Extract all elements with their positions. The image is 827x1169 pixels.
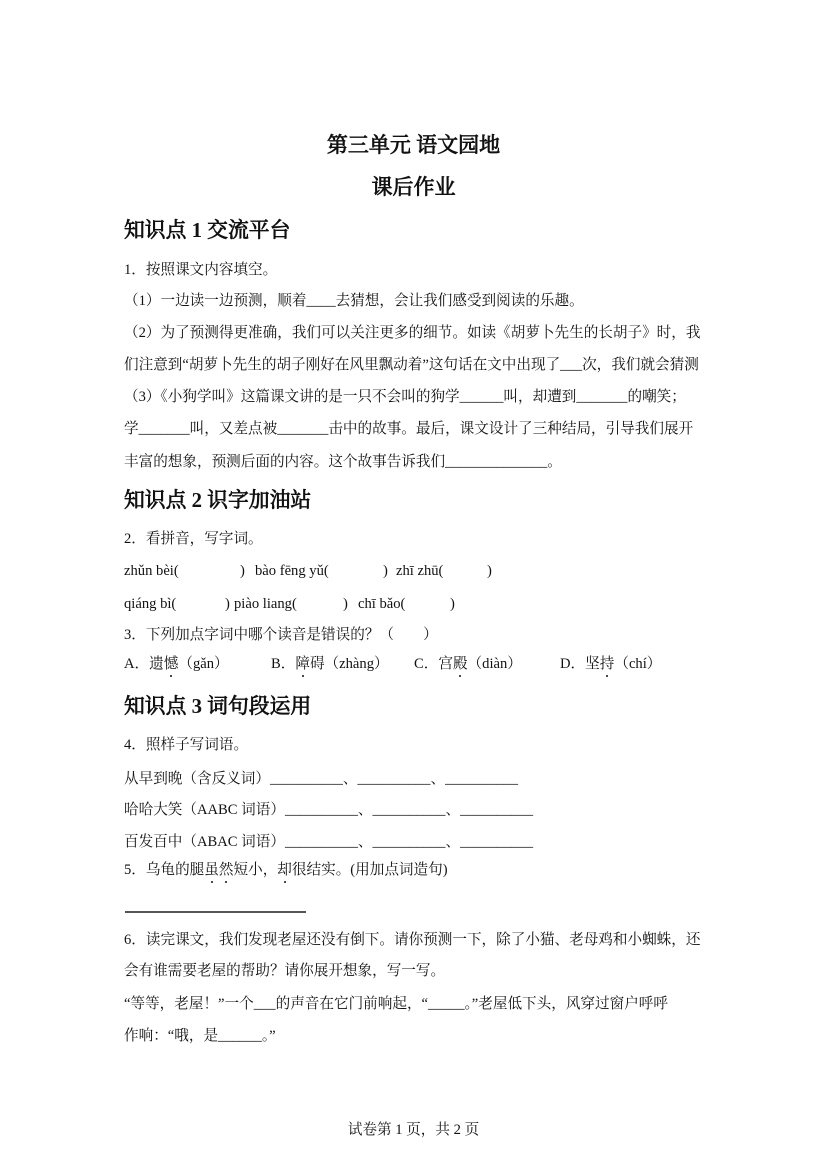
question-1-line: （1）一边读一边预测，顺着____去猜想，会让我们感受到阅读的乐趣。 <box>124 293 584 309</box>
pinyin-item: bào fēng yǔ( <box>255 563 329 579</box>
pinyin-close-paren: ) <box>450 596 455 612</box>
question-1-stem: 1．按照课文内容填空。 <box>124 262 278 278</box>
question-2-stem: 2．看拼音，写字词。 <box>124 531 263 547</box>
question-4-stem: 4．照样子写词语。 <box>124 737 249 753</box>
pinyin-item: zhī zhū( <box>396 563 444 579</box>
pinyin-close-paren: ) <box>343 596 348 612</box>
option-text: 坚 <box>585 656 600 672</box>
option-label: B． <box>271 656 296 672</box>
option-pinyin: （zhàng） <box>324 656 389 672</box>
question-4-row: 从早到晚（含反义词）__________、__________、__________ <box>124 771 519 787</box>
question-6-line: 会有谁需要老屋的帮助？请你展开想象，写一写。 <box>124 963 446 979</box>
section-heading-2: 知识点 2 识字加油站 <box>124 489 312 512</box>
option-d[interactable] <box>560 654 661 674</box>
pinyin-item: piào liang( <box>234 596 297 612</box>
page-title: 第三单元 语文园地 <box>326 133 501 157</box>
question-5-stem <box>124 860 448 880</box>
page-footer: 试卷第 1 页，共 2 页 <box>347 1122 480 1138</box>
answer-line[interactable] <box>125 911 306 913</box>
dotted-character: 虽 <box>204 862 219 878</box>
section-heading-1: 知识点 1 交流平台 <box>124 219 291 242</box>
pinyin-close-paren: ) <box>240 563 245 579</box>
question-4-row: 哈哈大笑（AABC 词语）__________、__________、__________ <box>124 802 534 818</box>
option-text: 遗 <box>149 656 164 672</box>
option-a[interactable] <box>124 654 229 674</box>
option-text: 碍 <box>309 656 325 672</box>
pinyin-item: zhǔn bèi( <box>124 563 179 579</box>
option-label: C． <box>414 656 439 672</box>
question-3-stem: 3．下列加点字词中哪个读音是错误的？（ ） <box>124 627 438 643</box>
question-1-line: （2）为了预测得更准确，我们可以关注更多的细节。如读《胡萝卜先生的长胡子》时，我 <box>124 325 701 341</box>
option-pinyin: （gǎn） <box>178 656 229 672</box>
pinyin-close-paren: ) <box>383 563 388 579</box>
question-6-line: 作响：“哦，是______。” <box>124 1028 276 1044</box>
dotted-character: 持 <box>599 656 615 672</box>
dotted-character: 憾 <box>163 656 179 672</box>
q5-text: 5．乌龟的腿 <box>124 862 205 878</box>
pinyin-item: qiáng bì( <box>124 596 177 612</box>
question-1-line: 丰富的想象，预测后面的内容。这个故事告诉我们______________。 <box>124 454 562 470</box>
dotted-character: 然 <box>218 862 234 878</box>
question-6-line: “等等，老屋！”一个___的声音在它门前响起，“_____。”老屋低下头，风穿过窗户呼呼 <box>124 996 668 1012</box>
option-c[interactable] <box>414 654 522 674</box>
q5-text: 短小， <box>233 862 278 878</box>
dotted-character: 殿 <box>452 656 468 672</box>
question-1-line: 们注意到“胡萝卜先生的胡子刚好在风里飘动着”这句话在文中出现了___次，我们就会猜测 <box>124 357 699 373</box>
section-heading-3: 知识点 3 词句段运用 <box>124 695 312 718</box>
option-text: 宫 <box>438 656 453 672</box>
pinyin-item: chī bǎo( <box>358 596 406 612</box>
question-6-line: 6．读完课文，我们发现老屋还没有倒下。请你预测一下，除了小猫、老母鸡和小蜘蛛，还 <box>124 932 701 948</box>
q5-text: 很结实。(用加点词造句) <box>291 862 448 878</box>
pinyin-close-paren: ) <box>487 563 492 579</box>
question-1-line: （3）《小狗学叫》这篇课文讲的是一只不会叫的狗学______叫，却遭到_______的嘲笑； <box>124 389 686 405</box>
question-4-row: 百发百中（ABAC 词语）__________、__________、__________ <box>124 834 534 850</box>
pinyin-close-paren: ) <box>225 596 230 612</box>
page-subtitle: 课后作业 <box>371 175 456 199</box>
question-1-line: 学_______叫，又差点被_______击中的故事。最后，课文设计了三种结局，引导我们展开 <box>124 421 694 437</box>
dotted-character: 却 <box>277 862 292 878</box>
option-label: D． <box>560 656 586 672</box>
option-b[interactable] <box>271 654 389 674</box>
option-pinyin: （diàn） <box>467 656 522 672</box>
option-label: A． <box>124 656 150 672</box>
dotted-character: 障 <box>295 656 310 672</box>
option-pinyin: （chí） <box>614 656 662 672</box>
